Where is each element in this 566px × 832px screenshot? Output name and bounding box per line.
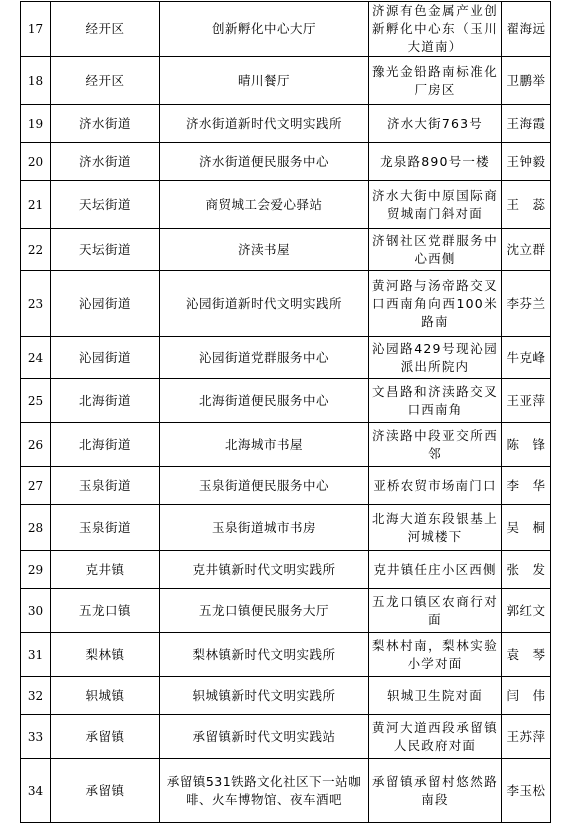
row-contact-person: 郭红文 [502,589,551,633]
row-number: 20 [21,143,51,181]
table-row [21,677,551,715]
row-station-name: 济水街道新时代文明实践所 [160,105,369,143]
row-contact-person: 张 发 [502,551,551,589]
row-station-name: 玉泉街道便民服务中心 [160,467,369,505]
table-row [21,57,551,105]
row-address: 济钢社区党群服务中心西侧 [369,229,502,271]
row-contact-person: 李芬兰 [502,271,551,337]
row-number: 26 [21,423,51,467]
row-station-name: 克井镇新时代文明实践所 [160,551,369,589]
row-address: 亚桥农贸市场南门口 [369,467,502,505]
row-address: 北海大道东段银基上河城楼下 [369,505,502,551]
row-area: 天坛街道 [51,181,160,229]
row-contact-person: 吴 桐 [502,505,551,551]
row-address: 沁园路429号现沁园派出所院内 [369,337,502,379]
row-area: 五龙口镇 [51,589,160,633]
row-station-name: 承留镇531铁路文化社区下一站咖啡、火车博物馆、夜车酒吧 [160,759,369,823]
row-number: 32 [21,677,51,715]
row-contact-person: 王亚萍 [502,379,551,423]
row-station-name: 晴川餐厅 [160,57,369,105]
row-area: 轵城镇 [51,677,160,715]
row-address: 济水大街763号 [369,105,502,143]
service-station-table [20,1,551,823]
row-address: 济源有色金属产业创新孵化中心东（玉川大道南） [369,2,502,57]
row-number: 34 [21,759,51,823]
row-number: 21 [21,181,51,229]
row-station-name: 北海城市书屋 [160,423,369,467]
row-contact-person: 沈立群 [502,229,551,271]
row-station-name: 北海街道便民服务中心 [160,379,369,423]
row-area: 梨林镇 [51,633,160,677]
row-address: 济水大街中原国际商贸城南门斜对面 [369,181,502,229]
table-row [21,505,551,551]
row-contact-person: 王钟毅 [502,143,551,181]
table-row [21,715,551,759]
row-address: 济渎路中段亚交所西邻 [369,423,502,467]
row-area: 玉泉街道 [51,505,160,551]
row-area: 北海街道 [51,379,160,423]
row-address: 五龙口镇区农商行对面 [369,589,502,633]
table-row [21,467,551,505]
table-row [21,423,551,467]
row-number: 30 [21,589,51,633]
row-number: 28 [21,505,51,551]
table-row [21,229,551,271]
row-number: 19 [21,105,51,143]
row-area: 沁园街道 [51,271,160,337]
row-area: 承留镇 [51,715,160,759]
row-area: 承留镇 [51,759,160,823]
table-row [21,589,551,633]
service-station-table-page [20,1,550,823]
row-area: 玉泉街道 [51,467,160,505]
row-area: 克井镇 [51,551,160,589]
row-number: 25 [21,379,51,423]
row-area: 沁园街道 [51,337,160,379]
row-contact-person: 王 蕊 [502,181,551,229]
row-address: 承留镇承留村悠然路南段 [369,759,502,823]
row-contact-person: 袁 琴 [502,633,551,677]
row-area: 经开区 [51,57,160,105]
row-area: 济水街道 [51,143,160,181]
table-row [21,759,551,823]
table-row [21,633,551,677]
row-number: 33 [21,715,51,759]
table-row [21,2,551,57]
table-row [21,181,551,229]
row-contact-person: 翟海远 [502,2,551,57]
table-row [21,105,551,143]
row-area: 北海街道 [51,423,160,467]
row-address: 文昌路和济渎路交叉口西南角 [369,379,502,423]
row-contact-person: 卫鹏举 [502,57,551,105]
row-station-name: 沁园街道新时代文明实践所 [160,271,369,337]
row-address: 龙泉路890号一楼 [369,143,502,181]
row-station-name: 五龙口镇便民服务大厅 [160,589,369,633]
row-station-name: 玉泉街道城市书房 [160,505,369,551]
row-station-name: 沁园街道党群服务中心 [160,337,369,379]
row-station-name: 承留镇新时代文明实践站 [160,715,369,759]
row-station-name: 梨林镇新时代文明实践所 [160,633,369,677]
table-row [21,337,551,379]
row-area: 经开区 [51,2,160,57]
row-contact-person: 闫 伟 [502,677,551,715]
row-number: 23 [21,271,51,337]
row-number: 18 [21,57,51,105]
table-body [21,2,551,823]
row-area: 济水街道 [51,105,160,143]
row-address: 克井镇任庄小区西侧 [369,551,502,589]
row-station-name: 创新孵化中心大厅 [160,2,369,57]
row-area: 天坛街道 [51,229,160,271]
row-address: 轵城卫生院对面 [369,677,502,715]
row-address: 黄河路与汤帝路交叉口西南角向西100米路南 [369,271,502,337]
row-contact-person: 李玉松 [502,759,551,823]
row-contact-person: 王苏萍 [502,715,551,759]
row-address: 豫光金铅路南标准化厂房区 [369,57,502,105]
table-row [21,271,551,337]
row-station-name: 商贸城工会爱心驿站 [160,181,369,229]
row-station-name: 济水街道便民服务中心 [160,143,369,181]
row-contact-person: 陈 锋 [502,423,551,467]
row-number: 22 [21,229,51,271]
row-address: 梨林村南，梨林实验小学对面 [369,633,502,677]
row-number: 27 [21,467,51,505]
row-contact-person: 牛克峰 [502,337,551,379]
row-address: 黄河大道西段承留镇人民政府对面 [369,715,502,759]
row-number: 17 [21,2,51,57]
table-row [21,143,551,181]
row-number: 31 [21,633,51,677]
row-number: 24 [21,337,51,379]
row-number: 29 [21,551,51,589]
row-station-name: 济渎书屋 [160,229,369,271]
row-contact-person: 王海霞 [502,105,551,143]
row-contact-person: 李 华 [502,467,551,505]
table-row [21,379,551,423]
table-row [21,551,551,589]
row-station-name: 轵城镇新时代文明实践所 [160,677,369,715]
